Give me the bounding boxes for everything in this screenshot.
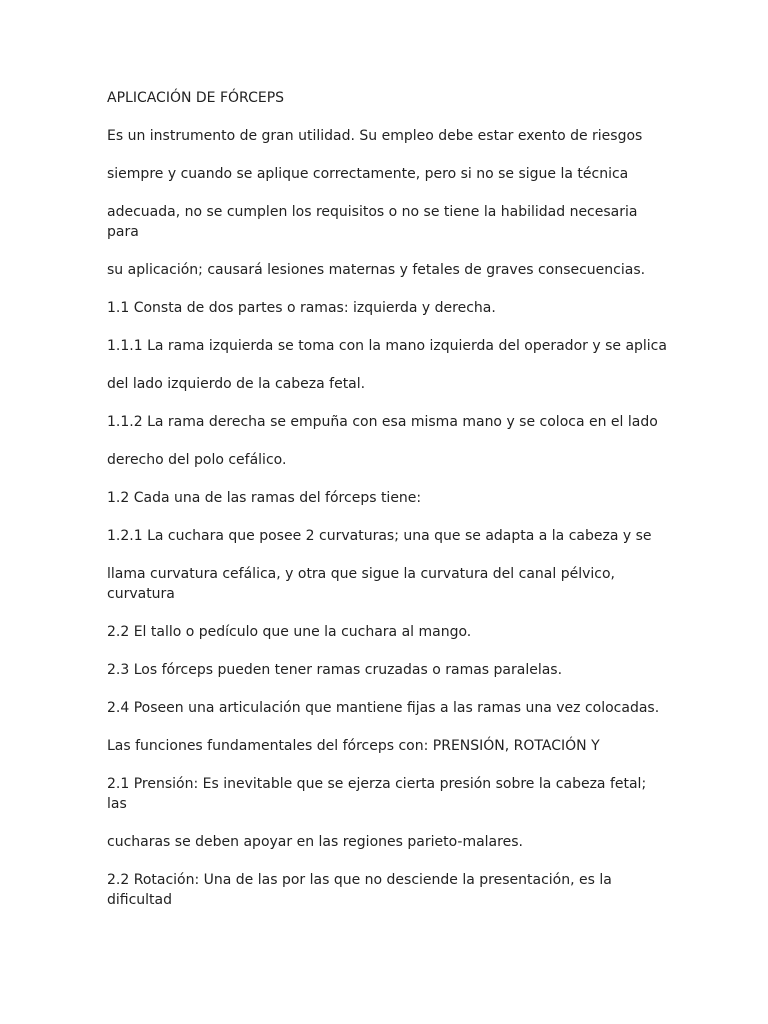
paragraph: 1.1 Consta de dos partes o ramas: izquierda y derecha. xyxy=(107,300,496,316)
paragraph: siempre y cuando se aplique correctamente, pero si no se sigue la técnica xyxy=(107,166,629,182)
paragraph: 1.2.1 La cuchara que posee 2 curvaturas; una que se adapta a la cabeza y se xyxy=(107,528,652,544)
paragraph: del lado izquierdo de la cabeza fetal. xyxy=(107,376,366,392)
paragraph: 2.4 Poseen una articulación que mantiene fijas a las ramas una vez colocadas. xyxy=(107,700,660,716)
paragraph: adecuada, no se cumplen los requisitos o no se tiene la habilidad necesaria para xyxy=(107,204,638,240)
paragraph: Las funciones fundamentales del fórceps con: PRENSIÓN, ROTACIÓN Y xyxy=(107,738,600,754)
paragraph: 1.2 Cada una de las ramas del fórceps tiene: xyxy=(107,490,422,506)
document-body xyxy=(107,88,667,928)
paragraph: llama curvatura cefálica, y otra que sigue la curvatura del canal pélvico, curvatura xyxy=(107,566,615,602)
paragraph: 2.2 El tallo o pedículo que une la cuchara al mango. xyxy=(107,624,472,640)
paragraph: 2.3 Los fórceps pueden tener ramas cruzadas o ramas paralelas. xyxy=(107,662,563,678)
paragraph: 2.1 Prensión: Es inevitable que se ejerza cierta presión sobre la cabeza fetal; las xyxy=(107,776,647,812)
paragraph: 2.2 Rotación: Una de las por las que no desciende la presentación, es la dificultad xyxy=(107,872,612,908)
paragraph: 1.1.1 La rama izquierda se toma con la mano izquierda del operador y se aplica xyxy=(107,338,667,354)
paragraph: 1.1.2 La rama derecha se empuña con esa misma mano y se coloca en el lado xyxy=(107,414,658,430)
paragraph: derecho del polo cefálico. xyxy=(107,452,287,468)
paragraph: Es un instrumento de gran utilidad. Su empleo debe estar exento de riesgos xyxy=(107,128,643,144)
paragraph: cucharas se deben apoyar en las regiones parieto-malares. xyxy=(107,834,523,850)
paragraph: su aplicación; causará lesiones maternas y fetales de graves consecuencias. xyxy=(107,262,646,278)
document-title: APLICACIÓN DE FÓRCEPS xyxy=(107,90,285,106)
